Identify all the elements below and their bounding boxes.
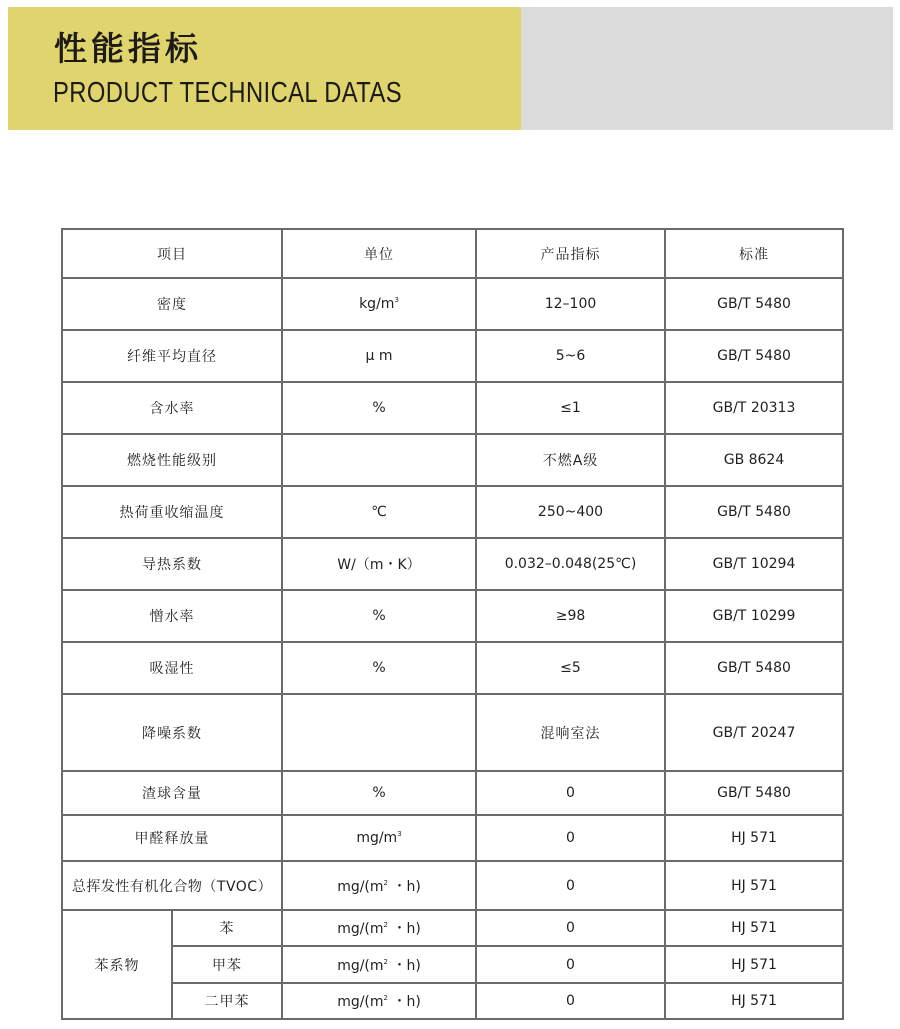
row-unit: % xyxy=(282,382,476,434)
row-standard: GB/T 5480 xyxy=(665,642,843,694)
row-unit: % xyxy=(282,642,476,694)
row-value: ≤1 xyxy=(476,382,665,434)
group-label: 苯系物 xyxy=(62,910,172,1019)
row-item: 甲醛释放量 xyxy=(62,815,282,861)
row-value: 0 xyxy=(476,861,665,910)
row-value: 0 xyxy=(476,983,665,1019)
table-row xyxy=(62,590,843,642)
banner-accent-panel xyxy=(8,7,521,130)
row-item: 憎水率 xyxy=(62,590,282,642)
row-item: 燃烧性能级别 xyxy=(62,434,282,486)
table-row xyxy=(62,538,843,590)
row-item: 吸湿性 xyxy=(62,642,282,694)
table-header-row xyxy=(62,229,843,278)
table-row xyxy=(62,861,843,910)
table-row xyxy=(62,278,843,330)
table-row xyxy=(62,434,843,486)
banner-gray-panel xyxy=(521,7,893,130)
row-value: 0 xyxy=(476,815,665,861)
row-standard: GB 8624 xyxy=(665,434,843,486)
row-value: ≥98 xyxy=(476,590,665,642)
table-row xyxy=(62,382,843,434)
table-row xyxy=(62,642,843,694)
column-header-standard: 标准 xyxy=(665,229,843,278)
row-standard: GB/T 5480 xyxy=(665,486,843,538)
row-item: 纤维平均直径 xyxy=(62,330,282,382)
row-value: 混响室法 xyxy=(476,694,665,771)
table-row xyxy=(62,815,843,861)
header-banner xyxy=(8,7,893,130)
table-row xyxy=(62,771,843,815)
row-standard: HJ 571 xyxy=(665,815,843,861)
table-row-group xyxy=(62,910,843,946)
row-standard: GB/T 10299 xyxy=(665,590,843,642)
row-standard: GB/T 5480 xyxy=(665,330,843,382)
row-unit xyxy=(282,694,476,771)
row-item: 渣球含量 xyxy=(62,771,282,815)
table-row-group xyxy=(62,983,843,1019)
row-standard: HJ 571 xyxy=(665,910,843,946)
column-header-value: 产品指标 xyxy=(476,229,665,278)
table-row xyxy=(62,486,843,538)
row-unit: μ m xyxy=(282,330,476,382)
row-standard: GB/T 20247 xyxy=(665,694,843,771)
row-unit: ℃ xyxy=(282,486,476,538)
row-value: 250~400 xyxy=(476,486,665,538)
row-unit: W/（m・K） xyxy=(282,538,476,590)
row-unit: % xyxy=(282,771,476,815)
table-row xyxy=(62,694,843,771)
row-item: 导热系数 xyxy=(62,538,282,590)
row-unit: $kg/m^3$ xyxy=(282,278,476,330)
group-row-item: 苯 xyxy=(172,910,282,946)
row-value: 0 xyxy=(476,946,665,983)
row-standard: HJ 571 xyxy=(665,946,843,983)
row-standard: GB/T 10294 xyxy=(665,538,843,590)
row-value: 12–100 xyxy=(476,278,665,330)
row-unit: $mg/(m^2$ ・h) xyxy=(282,861,476,910)
row-value: 0.032–0.048(25℃) xyxy=(476,538,665,590)
group-row-item: 甲苯 xyxy=(172,946,282,983)
row-unit: $mg/(m^2$ ・h) xyxy=(282,946,476,983)
column-header-item: 项目 xyxy=(62,229,282,278)
row-unit: $mg/(m^2$ ・h) xyxy=(282,910,476,946)
row-item: 密度 xyxy=(62,278,282,330)
row-item: 降噪系数 xyxy=(62,694,282,771)
page-title-cn: 性能指标 xyxy=(54,29,202,68)
row-value: ≤5 xyxy=(476,642,665,694)
row-standard: GB/T 5480 xyxy=(665,278,843,330)
row-unit: $mg/m^3$ xyxy=(282,815,476,861)
table-row xyxy=(62,330,843,382)
row-standard: HJ 571 xyxy=(665,861,843,910)
group-row-item: 二甲苯 xyxy=(172,983,282,1019)
row-standard: GB/T 20313 xyxy=(665,382,843,434)
row-item: 总挥发性有机化合物（TVOC） xyxy=(62,861,282,910)
row-value: 5~6 xyxy=(476,330,665,382)
row-standard: HJ 571 xyxy=(665,983,843,1019)
row-unit: % xyxy=(282,590,476,642)
column-header-unit: 单位 xyxy=(282,229,476,278)
row-unit: $mg/(m^2$ ・h) xyxy=(282,983,476,1019)
row-value: 0 xyxy=(476,771,665,815)
row-item: 含水率 xyxy=(62,382,282,434)
table-row-group xyxy=(62,946,843,983)
row-item: 热荷重收缩温度 xyxy=(62,486,282,538)
row-standard: GB/T 5480 xyxy=(665,771,843,815)
row-value: 0 xyxy=(476,910,665,946)
row-unit xyxy=(282,434,476,486)
page-title-en: PRODUCT TECHNICAL DATAS xyxy=(53,77,403,109)
row-value: 不燃A级 xyxy=(476,434,665,486)
technical-data-table xyxy=(61,228,844,1020)
